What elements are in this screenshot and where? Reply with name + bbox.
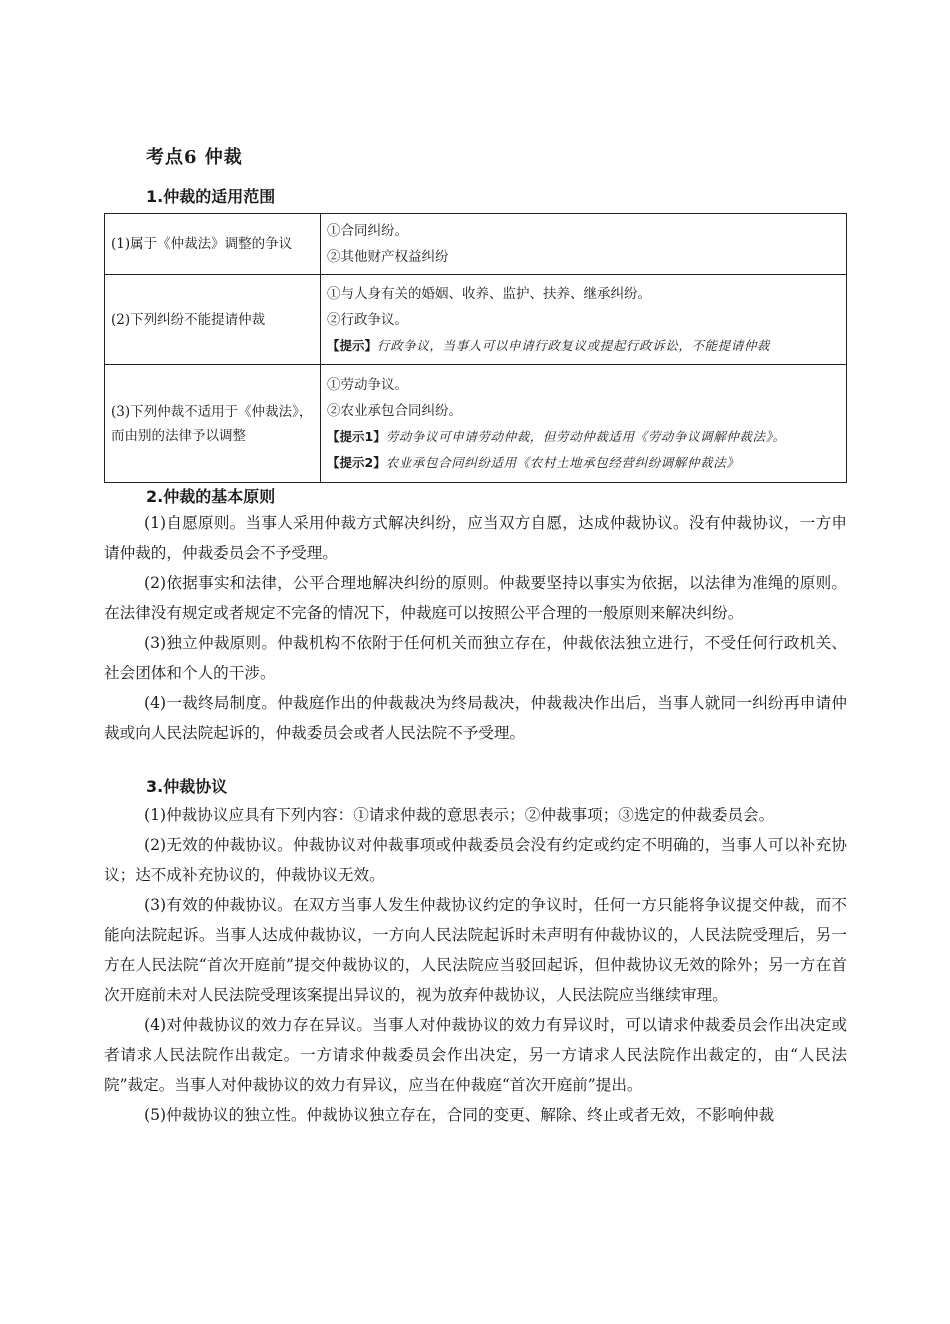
agreement-paragraph: (5)仲裁协议的独立性。仲裁协议独立存在，合同的变更、解除、终止或者无效，不影响仲裁 [144, 1106, 775, 1124]
tip-text: 农业承包合同纠纷适用《农村土地承包经营纠纷调解仲裁法》 [385, 454, 740, 470]
row-2-category: (2)下列纠纷不能提请仲裁 [105, 275, 321, 365]
section-1-title: 1.仲裁的适用范围 [146, 187, 276, 206]
row-1-category: (1)属于《仲裁法》调整的争议 [105, 214, 321, 275]
row-3-line-1: ①劳动争议。 [327, 376, 408, 393]
row-1-content [321, 214, 847, 275]
principle-paragraph: (4)一裁终局制度。仲裁庭作出的仲裁裁决为终局裁决，仲裁裁决作出后，当事人就同一纠纷再申请仲裁或向人民法院起诉的，仲裁委员会或者人民法院不予受理。 [104, 694, 847, 742]
agreement-paragraph: (2)无效的仲裁协议。仲裁协议对仲裁事项或仲裁委员会没有约定或约定不明确的，当事人可以补充协议；达不成补充协议的，仲裁协议无效。 [104, 836, 847, 884]
row-3-category-line-1: (3)下列仲裁不适用于《仲裁法》， [111, 403, 313, 420]
principle-paragraph: (2)依据事实和法律，公平合理地解决纠纷的原则。仲裁要坚持以事实为依据，以法律为准绳的原则。在法律没有规定或者规定不完备的情况下，仲裁庭可以按照公平合理的一般原则来解决纠纷。 [104, 574, 847, 622]
agreement-paragraph: (4)对仲裁协议的效力存在异议。当事人对仲裁协议的效力有异议时，可以请求仲裁委员会作出决定或者请求人民法院作出裁定。一方请求仲裁委员会作出决定，另一方请求人民法院作出裁定的，由“人民法院”裁定。当事人对仲裁协议的效力有异议，应当在仲裁庭“首次开庭前”提出。 [104, 1016, 847, 1094]
principle-paragraph: (1)自愿原则。当事人采用仲裁方式解决纠纷，应当双方自愿，达成仲裁协议。没有仲裁协议，一方申请仲裁的，仲裁委员会不予受理。 [104, 514, 847, 562]
table-row [105, 365, 847, 483]
row-2-content [321, 275, 847, 365]
row-3-line-2: ②农业承包合同纠纷。 [327, 402, 462, 419]
section-3-body [104, 800, 847, 1130]
agreement-paragraph: (1)仲裁协议应具有下列内容：①请求仲裁的意思表示；②仲裁事项；③选定的仲裁委员会。 [144, 806, 775, 824]
row-2-line-1: ①与人身有关的婚姻、收养、监护、扶养、继承纠纷。 [327, 285, 651, 302]
row-1-line-1: ①合同纠纷。 [327, 223, 408, 239]
row-2-line-2: ②行政争议。 [327, 311, 408, 328]
principle-paragraph: (3)独立仲裁原则。仲裁机构不依附于任何机关而独立存在，仲裁依法独立进行，不受任何行政机关、社会团体和个人的干涉。 [104, 634, 847, 682]
tip-tag: 【提示】 [327, 337, 378, 353]
table-row [105, 214, 847, 275]
row-3-tip-2 [327, 450, 840, 476]
scope-table [104, 213, 847, 483]
row-3-category [105, 365, 321, 483]
table-row [105, 275, 847, 365]
row-3-content [321, 365, 847, 483]
tip-tag: 【提示1】 [327, 428, 386, 444]
row-1-line-2: ②其他财产权益纠纷 [327, 249, 449, 265]
section-2-body [104, 508, 847, 748]
tip-text: 劳动争议可申请劳动仲裁，但劳动仲裁适用《劳动争议调解仲裁法》。 [385, 428, 786, 444]
agreement-paragraph: (3)有效的仲裁协议。在双方当事人发生仲裁协议约定的争议时，任何一方只能将争议提交仲裁，而不能向法院起诉。当事人达成仲裁协议，一方向人民法院起诉时未声明有仲裁协议的，人民法院受理后，另一方在人民法院“首次开庭前”提交仲裁协议的，人民法院应当驳回起诉，但仲裁协议无效的除外；另一方在首次开庭前未对人民法院受理该案提出异议的，视为放弃仲裁协议，人民法院应当继续审理。 [104, 896, 847, 1004]
row-2-tip [327, 333, 840, 359]
topic-heading: 考点6 仲裁 [146, 147, 243, 168]
tip-tag: 【提示2】 [327, 454, 386, 470]
tip-text: 行政争议，当事人可以申请行政复议或提起行政诉讼，不能提请仲裁 [377, 337, 771, 353]
section-3-title: 3.仲裁协议 [146, 777, 228, 796]
row-3-tip-1 [327, 424, 840, 450]
section-2-title: 2.仲裁的基本原则 [146, 487, 276, 506]
row-3-category-line-2: 而由别的法律予以调整 [111, 427, 246, 444]
